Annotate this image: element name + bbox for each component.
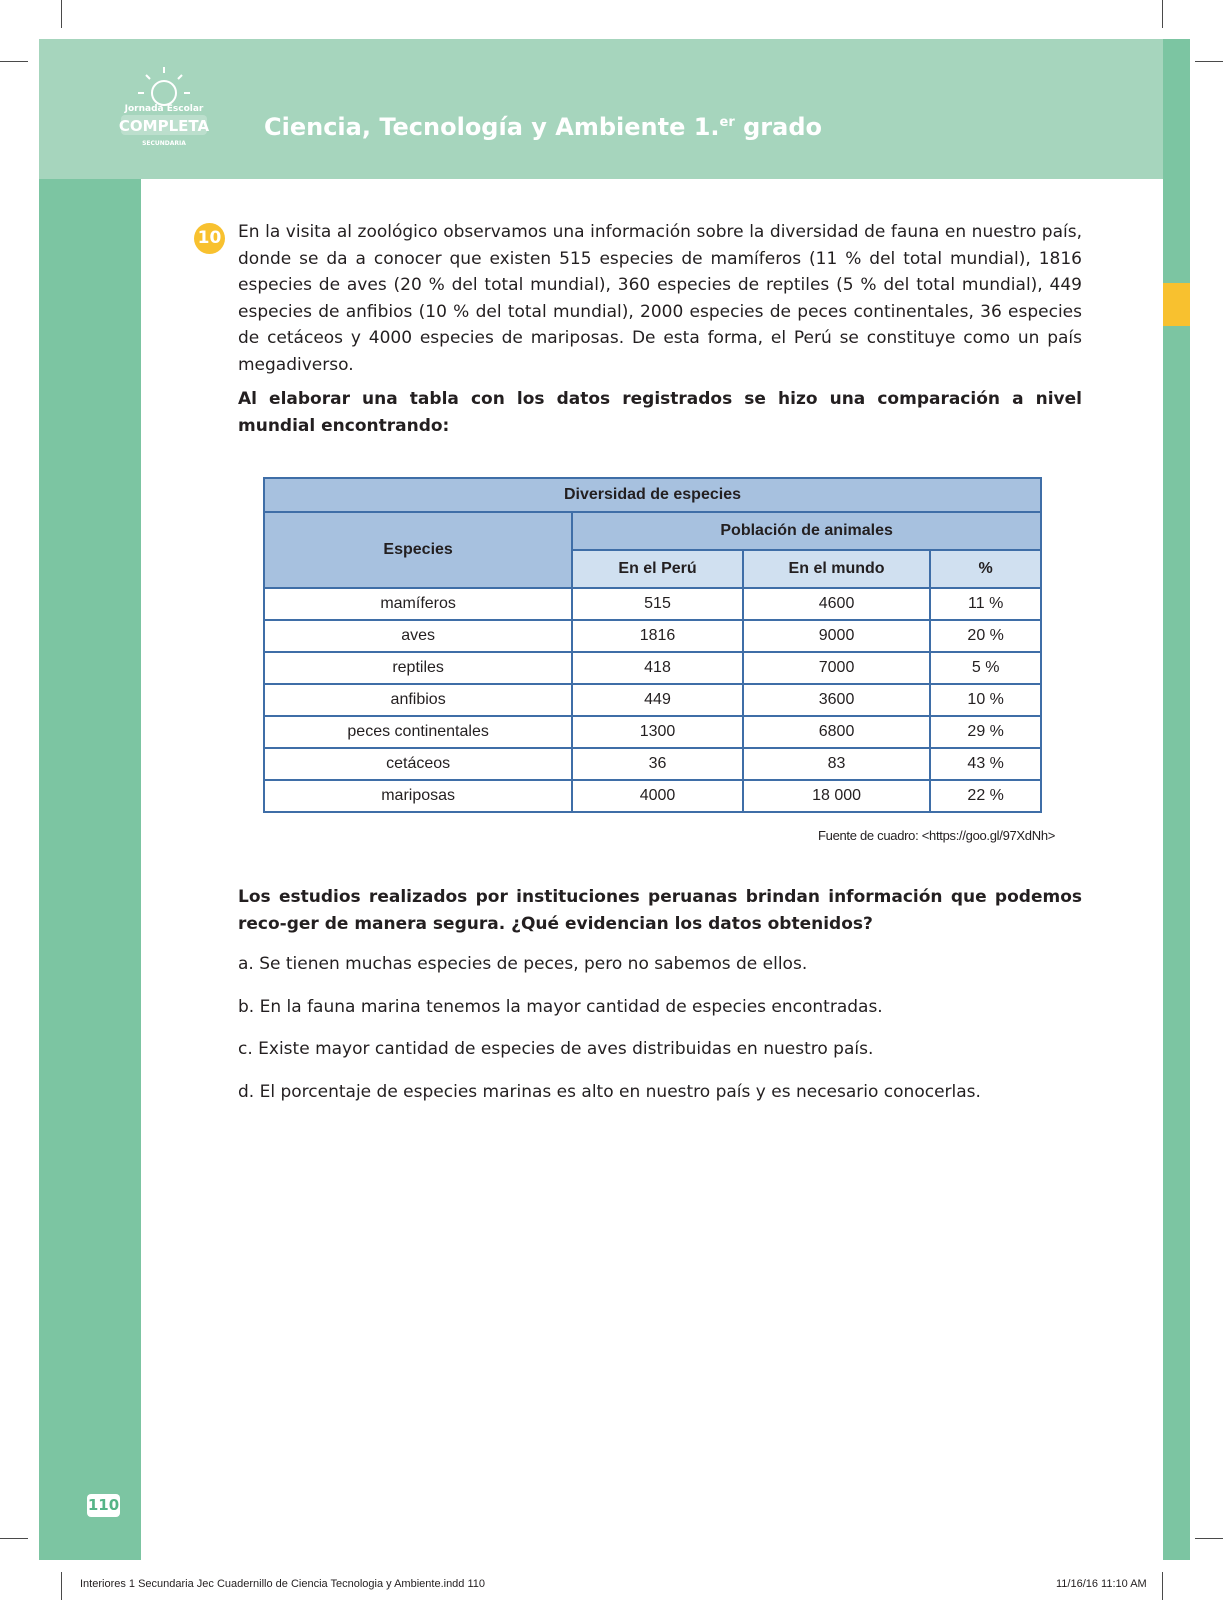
section-tab-marker [1163, 283, 1190, 326]
crop-mark [1162, 0, 1163, 28]
cell-species: anfibios [264, 684, 572, 716]
table-row [264, 588, 1041, 620]
logo-line3: SECUNDARIA [142, 140, 186, 147]
logo-line2: COMPLETA [118, 117, 210, 135]
logo-line1: Jornada Escolar [124, 104, 204, 114]
crop-mark [1195, 61, 1223, 62]
cell-pct: 10 % [930, 684, 1041, 716]
cell-peru: 418 [572, 652, 743, 684]
cell-peru: 1816 [572, 620, 743, 652]
cell-pct: 11 % [930, 588, 1041, 620]
cell-peru: 36 [572, 748, 743, 780]
header-porcentaje: % [930, 550, 1041, 588]
left-side-band [39, 179, 141, 1560]
title-end: grado [734, 113, 822, 141]
header-en-el-peru: En el Perú [572, 550, 743, 588]
cell-world: 4600 [743, 588, 931, 620]
cell-pct: 29 % [930, 716, 1041, 748]
crop-mark [0, 1538, 28, 1539]
cell-world: 18 000 [743, 780, 931, 812]
table-row [264, 748, 1041, 780]
header-poblacion: Población de animales [572, 512, 1041, 550]
cell-species: reptiles [264, 652, 572, 684]
cell-world: 3600 [743, 684, 931, 716]
crop-mark [1195, 1538, 1223, 1539]
cell-world: 9000 [743, 620, 931, 652]
option-b: b. En la fauna marina tenemos la mayor cantidad de especies encontradas. [238, 996, 883, 1017]
cell-world: 7000 [743, 652, 931, 684]
page-title [264, 113, 822, 141]
option-a: a. Se tienen muchas especies de peces, pero no sabemos de ellos. [238, 954, 808, 974]
crop-mark [61, 0, 62, 28]
footer-filename: Interiores 1 Secundaria Jec Cuadernillo de Ciencia Tecnologia y Ambiente.indd 110 [80, 1578, 486, 1590]
header-en-el-mundo: En el mundo [743, 550, 931, 588]
cell-species: aves [264, 620, 572, 652]
cell-species: mariposas [264, 780, 572, 812]
crop-mark [61, 1572, 62, 1600]
question-instruction: Al elaborar una tabla con los datos registrados se hizo una comparación a nivel mundial encontrando: [238, 389, 1082, 436]
cell-pct: 43 % [930, 748, 1041, 780]
table-row [264, 652, 1041, 684]
table-row [264, 716, 1041, 748]
followup-question [238, 884, 1082, 1121]
cell-world: 83 [743, 748, 931, 780]
cell-peru: 449 [572, 684, 743, 716]
table-row [264, 620, 1041, 652]
table-row [264, 780, 1041, 812]
jornada-escolar-completa-logo [105, 59, 223, 157]
cell-pct: 20 % [930, 620, 1041, 652]
question-body [238, 219, 1082, 439]
cell-peru: 1300 [572, 716, 743, 748]
crop-mark [1162, 1572, 1163, 1600]
species-diversity-table [263, 477, 1042, 813]
crop-mark [0, 61, 28, 62]
table-row [264, 684, 1041, 716]
followup-question-text: Los estudios realizados por instituciones peruanas brindan información que podemos reco-ger de manera segura. ¿Qué evidencian los datos obtenidos? [238, 887, 1082, 934]
table-title: Diversidad de especies [264, 478, 1041, 512]
header-especies: Especies [264, 512, 572, 588]
cell-pct: 5 % [930, 652, 1041, 684]
question-intro: En la visita al zoológico observamos una información sobre la diversidad de fauna en nuestro país, donde se da a conocer que existen 515 especies de mamíferos (11 % del total mundial), 1816 especies de aves (20 % del total mundial), 360 especies de reptiles (5 % del total mundial), 449 especies de anfibios (10 % del total mundial), 2000 especies de peces continentales, 36 especies de cetáceos y 4000 especies de mariposas. De esta forma, el Perú se constituye como un país megadiverso. [238, 222, 1082, 375]
footer-timestamp: 11/16/16 11:10 AM [1056, 1578, 1147, 1590]
right-side-band [1163, 39, 1190, 1560]
cell-species: cetáceos [264, 748, 572, 780]
option-c: c. Existe mayor cantidad de especies de aves distribuidas en nuestro país. [238, 1039, 874, 1059]
title-main: Ciencia, Tecnología y Ambiente 1. [264, 113, 720, 141]
cell-pct: 22 % [930, 780, 1041, 812]
page-number: 110 [87, 1494, 120, 1517]
cell-peru: 4000 [572, 780, 743, 812]
cell-world: 6800 [743, 716, 931, 748]
cell-peru: 515 [572, 588, 743, 620]
question-number-badge: 10 [194, 223, 225, 254]
cell-species: peces continentales [264, 716, 572, 748]
table-source: Fuente de cuadro: <https://goo.gl/97XdNh> [818, 828, 1056, 843]
cell-species: mamíferos [264, 588, 572, 620]
title-superscript: er [719, 115, 735, 130]
option-d: d. El porcentaje de especies marinas es alto en nuestro país y es necesario conocerlas. [238, 1081, 981, 1102]
